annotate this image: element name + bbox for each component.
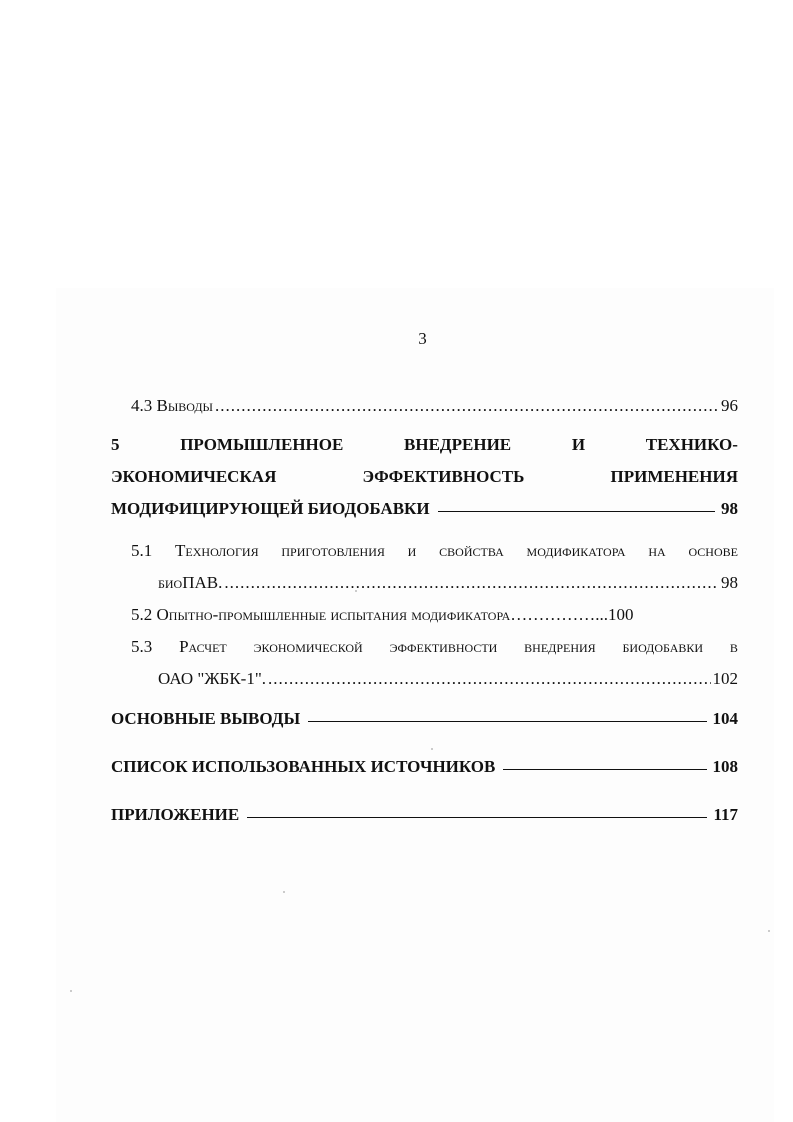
toc-entry-number: 4.3 <box>131 396 153 415</box>
word: Расчет <box>179 637 227 656</box>
toc-chapter-5-line-1 <box>111 435 738 455</box>
word: Технология <box>175 541 259 560</box>
word: ЭКОНОМИЧЕСКАЯ <box>111 467 277 486</box>
word: И <box>571 435 586 454</box>
word: свойства <box>439 541 504 560</box>
toc-entry-4-3 <box>131 396 738 416</box>
toc-entry-page: 96 <box>721 396 738 415</box>
underline-leader <box>503 768 706 770</box>
toc-entry-number: 5.2 <box>131 605 153 624</box>
scan-speck <box>283 891 285 893</box>
toc-entry-page: 100 <box>608 605 634 624</box>
scan-speck <box>355 590 357 592</box>
toc-entry-title: СПИСОК ИСПОЛЬЗОВАННЫХ ИСТОЧНИКОВ <box>111 757 496 776</box>
toc-entry-5-2 <box>131 605 738 625</box>
dot-leader <box>224 573 719 593</box>
toc-entry-title: ПРИЛОЖЕНИЕ <box>111 805 240 824</box>
word: ВНЕДРЕНИЕ <box>404 435 512 454</box>
toc-entry-page: 102 <box>712 669 738 688</box>
toc-entry-5-1-line-1 <box>131 541 738 561</box>
word: экономической <box>253 637 363 656</box>
toc-entry-number: 5.1 <box>131 541 153 560</box>
page-number: 3 <box>418 329 427 348</box>
toc-entry-title: ОСНОВНЫЕ ВЫВОДЫ <box>111 709 301 728</box>
word: ПРОМЫШЛЕННОЕ <box>180 435 344 454</box>
toc-entry-number: 5.3 <box>131 637 153 656</box>
toc-chapter-title: МОДИФИЦИРУЮЩЕЙ БИОДОБАВКИ <box>111 499 430 518</box>
toc-entry-title: Опытно-промышленные испытания модификатора <box>156 605 511 624</box>
toc-entry-page: 98 <box>721 573 738 592</box>
scan-speck <box>431 748 433 750</box>
word: приготовления <box>281 541 385 560</box>
word: на <box>648 541 666 560</box>
underline-leader <box>247 816 707 818</box>
scan-speck <box>70 990 72 992</box>
scan-speck <box>768 930 770 932</box>
dot-leader <box>215 396 719 416</box>
toc-chapter-5-line-2 <box>111 467 738 487</box>
toc-entry-5-1-line-2 <box>158 573 738 593</box>
dot-leader: ……………... <box>510 605 608 624</box>
underline-leader <box>438 510 715 512</box>
toc-entry-5-3-line-1 <box>131 637 738 657</box>
toc-entry-5-3-line-2 <box>158 669 738 689</box>
toc-chapter-5-line-3 <box>111 499 738 519</box>
toc-chapter-page: 98 <box>721 499 738 518</box>
word: 5 <box>111 435 120 454</box>
toc-entry-page: 104 <box>712 709 738 728</box>
word: внедрения <box>524 637 596 656</box>
toc-entry-title: Выводы <box>156 396 214 415</box>
word: ЭФФЕКТИВНОСТЬ <box>362 467 525 486</box>
word: и <box>407 541 417 560</box>
toc-entry-title-continued: ОАО "ЖБК-1". <box>158 669 267 688</box>
toc-entry-title-continued: биоПАВ. <box>158 573 223 592</box>
dot-leader <box>268 669 710 689</box>
word: ПРИМЕНЕНИЯ <box>610 467 738 486</box>
toc-entry-page: 108 <box>712 757 738 776</box>
word: в <box>729 637 738 656</box>
word: эффективности <box>389 637 498 656</box>
toc-entry-appendix <box>111 805 738 825</box>
word: ТЕХНИКО- <box>645 435 738 454</box>
toc-entry-conclusions <box>111 709 738 729</box>
word: модификатора <box>526 541 626 560</box>
underline-leader <box>308 720 706 722</box>
word: биодобавки <box>622 637 704 656</box>
word: основе <box>688 541 738 560</box>
toc-entry-references <box>111 757 738 777</box>
toc-entry-page: 117 <box>713 805 738 824</box>
